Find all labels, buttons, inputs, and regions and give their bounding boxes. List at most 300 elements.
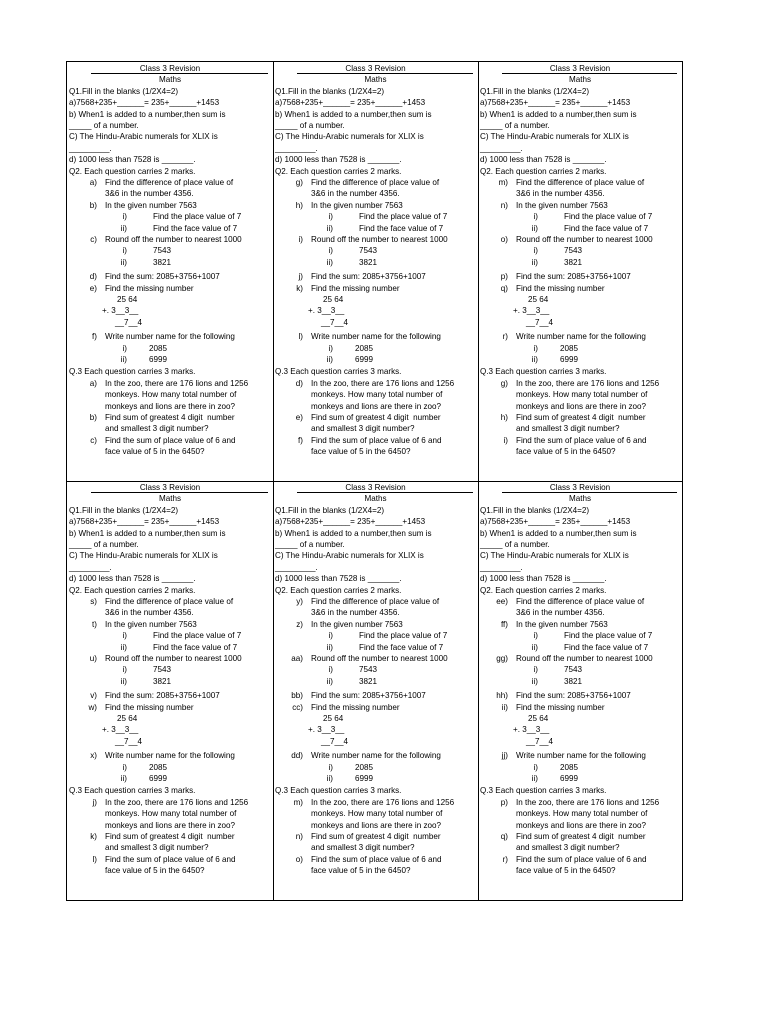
sub-item bbox=[67, 257, 273, 268]
item-label: x) bbox=[90, 751, 97, 761]
q2-item bbox=[273, 619, 478, 630]
question-line bbox=[478, 736, 682, 747]
item-label: g) bbox=[295, 178, 303, 187]
card-title: Class 3 Revision bbox=[139, 64, 201, 73]
sub-item-label: i) bbox=[328, 631, 333, 641]
question-line bbox=[478, 820, 682, 831]
item-label: v) bbox=[90, 691, 97, 701]
worksheet-sheet bbox=[66, 61, 683, 901]
item-text: Find the difference of place value of bbox=[311, 597, 440, 606]
item-label: s) bbox=[90, 597, 97, 606]
question-line bbox=[273, 539, 478, 550]
question-line bbox=[67, 516, 273, 527]
q2-item bbox=[273, 283, 478, 294]
question-text: +. 3__3__ bbox=[513, 725, 550, 735]
question-line bbox=[67, 366, 273, 377]
q2-item bbox=[67, 653, 273, 664]
sub-item-label: i) bbox=[122, 212, 127, 222]
item-label: y) bbox=[296, 597, 303, 606]
q2-item bbox=[478, 200, 682, 211]
sub-item-text: 3821 bbox=[153, 257, 172, 267]
sub-item-text: 3821 bbox=[153, 676, 172, 686]
sub-item-text: 2085 bbox=[355, 762, 374, 772]
sub-item-text: 7543 bbox=[564, 246, 583, 256]
question-text: C) The Hindu-Arabic numerals for XLIX is bbox=[69, 132, 218, 142]
q2-item bbox=[478, 690, 682, 701]
question-line bbox=[67, 842, 273, 853]
q2-item bbox=[478, 234, 682, 245]
sub-item bbox=[478, 223, 682, 234]
question-line bbox=[273, 550, 478, 561]
item-label: k) bbox=[296, 283, 303, 293]
sub-item bbox=[273, 257, 478, 268]
item-label: gg) bbox=[496, 654, 508, 663]
question-text: monkeys and lions are there in zoo? bbox=[311, 401, 442, 411]
question-text: Q2. Each question carries 2 marks. bbox=[69, 166, 196, 176]
question-line bbox=[478, 808, 682, 819]
item-text: Find the sum: 2085+3756+1007 bbox=[105, 691, 220, 701]
item-label: c) bbox=[90, 435, 97, 445]
question-text: monkeys and lions are there in zoo? bbox=[105, 820, 236, 830]
question-line bbox=[273, 109, 478, 120]
item-text: Round off the number to nearest 1000 bbox=[311, 654, 448, 663]
question-line bbox=[273, 607, 478, 618]
q2-item bbox=[67, 271, 273, 282]
item-label: c) bbox=[90, 235, 97, 244]
q2-item bbox=[478, 596, 682, 607]
question-line bbox=[273, 516, 478, 527]
question-line bbox=[273, 808, 478, 819]
question-text: b) When1 is added to a number,then sum is bbox=[69, 109, 226, 119]
card-title: Class 3 Revision bbox=[549, 64, 611, 73]
sub-item-text: Find the face value of 7 bbox=[564, 223, 649, 233]
item-text: Find the sum of place value of 6 and bbox=[105, 435, 236, 445]
sub-item-label: ii) bbox=[326, 642, 333, 652]
question-text: +. 3__3__ bbox=[308, 306, 345, 316]
sub-item-text: 6999 bbox=[149, 355, 168, 364]
sub-item-text: 6999 bbox=[355, 774, 374, 783]
question-line bbox=[273, 294, 478, 305]
q3-item bbox=[273, 435, 478, 446]
sub-item-text: 7543 bbox=[359, 246, 378, 256]
q3-item bbox=[273, 412, 478, 423]
question-line bbox=[67, 166, 273, 177]
sub-item bbox=[478, 642, 682, 653]
question-text: monkeys. How many total number of bbox=[105, 809, 237, 819]
q2-item bbox=[273, 653, 478, 664]
question-line bbox=[273, 820, 478, 831]
q2-item bbox=[67, 596, 273, 607]
sub-item-text: Find the face value of 7 bbox=[153, 223, 238, 233]
question-text: a)7568+235+______= 235+______+1453 bbox=[275, 98, 426, 108]
item-label: jj) bbox=[501, 751, 508, 761]
question-text: 3&6 in the number 4356. bbox=[311, 608, 400, 618]
item-label: aa) bbox=[291, 654, 303, 663]
question-line bbox=[273, 389, 478, 400]
q3-item bbox=[67, 412, 273, 423]
question-line bbox=[67, 820, 273, 831]
item-label: ff) bbox=[500, 619, 508, 629]
q2-item bbox=[273, 234, 478, 245]
question-text: face value of 5 in the 6450? bbox=[516, 447, 616, 457]
question-text: monkeys. How many total number of bbox=[311, 809, 443, 819]
question-line bbox=[478, 539, 682, 550]
question-line bbox=[273, 785, 478, 796]
question-text: a)7568+235+______= 235+______+1453 bbox=[480, 98, 631, 108]
question-line bbox=[273, 188, 478, 199]
q2-item bbox=[67, 690, 273, 701]
question-text: __7__4 bbox=[115, 736, 143, 746]
question-text: Q1.Fill in the blanks (1/2X4=2) bbox=[275, 86, 385, 96]
item-text: In the zoo, there are 176 lions and 1256 bbox=[516, 797, 660, 807]
sub-item-text: 2085 bbox=[355, 343, 374, 353]
item-text: In the zoo, there are 176 lions and 1256 bbox=[105, 378, 249, 388]
question-text: __7__4 bbox=[526, 317, 554, 327]
question-text: __7__4 bbox=[321, 736, 349, 746]
q2-item bbox=[478, 271, 682, 282]
revision-card bbox=[478, 481, 682, 901]
item-label: l) bbox=[298, 332, 303, 342]
item-text: Write number name for the following bbox=[516, 751, 646, 761]
q3-item bbox=[478, 435, 682, 446]
item-text: Find the sum of place value of 6 and bbox=[516, 435, 647, 445]
item-text: In the given number 7563 bbox=[105, 200, 197, 210]
sub-item-text: 6999 bbox=[560, 355, 579, 364]
question-text: 3&6 in the number 4356. bbox=[105, 608, 194, 618]
sum-rule-line bbox=[297, 73, 473, 74]
item-text: In the given number 7563 bbox=[311, 200, 403, 210]
sub-item-text: Find the face value of 7 bbox=[564, 642, 649, 652]
question-text: d) 1000 less than 7528 is _______. bbox=[275, 155, 402, 165]
sub-item bbox=[67, 773, 273, 784]
item-text: Find the missing number bbox=[311, 702, 400, 712]
question-line bbox=[273, 154, 478, 165]
q3-item bbox=[67, 854, 273, 865]
question-line bbox=[478, 785, 682, 796]
question-text: monkeys. How many total number of bbox=[311, 390, 443, 400]
sub-item-label: i) bbox=[122, 631, 127, 641]
question-line bbox=[67, 573, 273, 584]
question-text: Q2. Each question carries 2 marks. bbox=[480, 585, 607, 595]
q3-item bbox=[478, 831, 682, 842]
q2-item bbox=[273, 690, 478, 701]
question-line bbox=[478, 188, 682, 199]
sub-item-text: Find the face value of 7 bbox=[153, 642, 238, 652]
question-text: a)7568+235+______= 235+______+1453 bbox=[275, 517, 426, 527]
sub-item-label: i) bbox=[533, 212, 538, 222]
item-label: g) bbox=[500, 378, 508, 388]
item-text: Find the difference of place value of bbox=[516, 178, 645, 187]
sub-item-label: ii) bbox=[120, 676, 127, 686]
sub-item-label: ii) bbox=[531, 223, 538, 233]
question-line bbox=[273, 528, 478, 539]
item-label: p) bbox=[500, 797, 508, 807]
question-text: +. 3__3__ bbox=[102, 306, 139, 316]
item-label: e) bbox=[89, 283, 97, 293]
q2-item bbox=[478, 750, 682, 761]
question-text: Q.3 Each question carries 3 marks. bbox=[275, 367, 402, 377]
sub-item bbox=[67, 223, 273, 234]
item-text: In the zoo, there are 176 lions and 1256 bbox=[105, 797, 249, 807]
q2-item bbox=[67, 177, 273, 188]
question-line bbox=[67, 724, 273, 735]
sub-item-label: i) bbox=[328, 212, 333, 222]
q2-item bbox=[67, 200, 273, 211]
item-label: q) bbox=[500, 283, 508, 293]
revision-card bbox=[478, 62, 682, 481]
question-text: 3&6 in the number 4356. bbox=[311, 189, 400, 199]
question-line bbox=[67, 294, 273, 305]
question-line bbox=[478, 366, 682, 377]
question-line bbox=[478, 389, 682, 400]
item-label: b) bbox=[89, 200, 97, 210]
sub-item-label: ii) bbox=[531, 774, 538, 783]
sub-item-text: 6999 bbox=[560, 774, 579, 783]
item-text: Round off the number to nearest 1000 bbox=[516, 654, 653, 663]
item-text: Find the sum of place value of 6 and bbox=[105, 854, 236, 864]
question-line bbox=[478, 423, 682, 434]
item-label: b) bbox=[89, 413, 97, 422]
item-text: In the zoo, there are 176 lions and 1256 bbox=[311, 378, 455, 388]
sub-item-text: Find the place value of 7 bbox=[564, 212, 653, 222]
question-text: Q2. Each question carries 2 marks. bbox=[275, 166, 402, 176]
question-line bbox=[478, 131, 682, 142]
question-text: _____ of a number. bbox=[275, 540, 345, 549]
question-line bbox=[67, 785, 273, 796]
sub-item-text: Find the face value of 7 bbox=[359, 223, 444, 233]
item-text: Find the difference of place value of bbox=[311, 178, 440, 187]
item-text: Find the sum: 2085+3756+1007 bbox=[516, 691, 631, 701]
sub-item-text: 7543 bbox=[153, 246, 172, 256]
question-line bbox=[67, 528, 273, 539]
sub-item bbox=[67, 354, 273, 365]
q2-item bbox=[67, 702, 273, 713]
q3-item bbox=[67, 831, 273, 842]
question-line bbox=[67, 401, 273, 412]
question-line bbox=[67, 423, 273, 434]
question-text: face value of 5 in the 6450? bbox=[311, 447, 411, 457]
item-text: Find the missing number bbox=[105, 283, 194, 293]
q3-item bbox=[67, 797, 273, 808]
item-label: h) bbox=[295, 200, 303, 210]
item-label: h) bbox=[500, 413, 508, 422]
q3-item bbox=[273, 831, 478, 842]
question-line bbox=[67, 607, 273, 618]
sub-item bbox=[273, 762, 478, 773]
question-text: d) 1000 less than 7528 is _______. bbox=[69, 155, 196, 165]
question-text: d) 1000 less than 7528 is _______. bbox=[275, 574, 402, 584]
q2-item bbox=[67, 331, 273, 342]
question-text: _________. bbox=[275, 143, 318, 153]
question-text: and smallest 3 digit number? bbox=[516, 424, 620, 434]
question-line bbox=[273, 86, 478, 97]
question-text: b) When1 is added to a number,then sum is bbox=[275, 528, 432, 538]
sub-item-label: i) bbox=[328, 762, 333, 772]
sub-item-label: i) bbox=[328, 665, 333, 675]
sum-rule-line bbox=[297, 492, 473, 493]
item-label: m) bbox=[293, 797, 303, 807]
question-text: 25 64 bbox=[117, 714, 138, 723]
item-text: Find sum of greatest 4 digit number bbox=[105, 832, 235, 841]
item-text: Find sum of greatest 4 digit number bbox=[311, 832, 441, 841]
sub-item-text: 3821 bbox=[564, 676, 583, 686]
sub-item-text: 6999 bbox=[355, 355, 374, 364]
sub-item bbox=[478, 354, 682, 365]
sub-item-text: Find the place value of 7 bbox=[153, 631, 242, 641]
sub-item-text: 3821 bbox=[359, 257, 378, 267]
item-label: n) bbox=[295, 832, 303, 841]
q2-item bbox=[273, 177, 478, 188]
sub-item-label: i) bbox=[122, 665, 127, 675]
question-line bbox=[67, 86, 273, 97]
sub-item-label: i) bbox=[328, 343, 333, 353]
item-text: Find sum of greatest 4 digit number bbox=[516, 832, 646, 841]
sub-item-text: 3821 bbox=[359, 676, 378, 686]
sub-item bbox=[478, 257, 682, 268]
question-line bbox=[67, 317, 273, 328]
sub-item-label: i) bbox=[122, 343, 127, 353]
card-subject: Maths bbox=[568, 494, 592, 504]
item-text: Find the sum: 2085+3756+1007 bbox=[105, 272, 220, 282]
item-text: In the zoo, there are 176 lions and 1256 bbox=[311, 797, 455, 807]
q3-item bbox=[478, 378, 682, 389]
item-label: o) bbox=[295, 854, 303, 864]
question-line bbox=[478, 154, 682, 165]
card-title: Class 3 Revision bbox=[139, 483, 201, 492]
question-text: monkeys and lions are there in zoo? bbox=[516, 820, 647, 830]
sub-item bbox=[67, 630, 273, 641]
question-line bbox=[67, 713, 273, 724]
question-text: d) 1000 less than 7528 is _______. bbox=[480, 574, 607, 584]
sub-item bbox=[478, 664, 682, 675]
sub-item bbox=[273, 773, 478, 784]
question-text: 3&6 in the number 4356. bbox=[516, 189, 605, 199]
q3-item bbox=[67, 435, 273, 446]
question-line bbox=[478, 446, 682, 457]
question-line bbox=[478, 516, 682, 527]
sub-item-text: 7543 bbox=[359, 665, 378, 675]
question-text: +. 3__3__ bbox=[308, 725, 345, 735]
question-text: C) The Hindu-Arabic numerals for XLIX is bbox=[69, 551, 218, 561]
item-text: Write number name for the following bbox=[311, 751, 441, 761]
q3-item bbox=[273, 854, 478, 865]
question-text: _________. bbox=[69, 143, 112, 153]
sub-item bbox=[67, 642, 273, 653]
q3-item bbox=[67, 378, 273, 389]
q2-item bbox=[478, 177, 682, 188]
question-text: +. 3__3__ bbox=[513, 306, 550, 316]
question-text: C) The Hindu-Arabic numerals for XLIX is bbox=[480, 551, 629, 561]
q2-item bbox=[478, 331, 682, 342]
question-line bbox=[273, 317, 478, 328]
sub-item-label: ii) bbox=[120, 223, 127, 233]
sub-item-label: ii) bbox=[531, 355, 538, 364]
sub-item-label: ii) bbox=[326, 355, 333, 364]
question-text: Q2. Each question carries 2 marks. bbox=[480, 166, 607, 176]
question-text: and smallest 3 digit number? bbox=[516, 843, 620, 853]
question-line bbox=[273, 97, 478, 108]
item-label: n) bbox=[500, 200, 508, 210]
question-line bbox=[67, 736, 273, 747]
revision-card bbox=[273, 481, 478, 901]
question-text: Q1.Fill in the blanks (1/2X4=2) bbox=[69, 505, 179, 515]
question-line bbox=[67, 305, 273, 316]
item-label: cc) bbox=[292, 702, 303, 712]
sub-item-label: i) bbox=[533, 246, 538, 256]
question-text: and smallest 3 digit number? bbox=[105, 424, 209, 434]
sub-item-label: i) bbox=[122, 762, 127, 772]
item-text: In the given number 7563 bbox=[105, 619, 197, 629]
question-line bbox=[67, 446, 273, 457]
question-text: Q.3 Each question carries 3 marks. bbox=[69, 786, 196, 796]
sub-item bbox=[478, 630, 682, 641]
sub-item-label: ii) bbox=[531, 257, 538, 267]
question-line bbox=[478, 842, 682, 853]
item-text: Find the sum: 2085+3756+1007 bbox=[516, 272, 631, 282]
question-text: _____ of a number. bbox=[275, 121, 345, 130]
item-text: Round off the number to nearest 1000 bbox=[105, 235, 242, 244]
question-line bbox=[478, 86, 682, 97]
question-line bbox=[273, 401, 478, 412]
card-subject: Maths bbox=[364, 75, 387, 85]
revision-card bbox=[67, 62, 273, 481]
sub-item-label: i) bbox=[533, 762, 538, 772]
sub-item-text: 2085 bbox=[149, 343, 168, 353]
question-text: monkeys. How many total number of bbox=[516, 390, 648, 400]
item-text: Find the sum of place value of 6 and bbox=[311, 435, 442, 445]
sub-item bbox=[67, 245, 273, 256]
item-text: Find the difference of place value of bbox=[105, 178, 234, 187]
item-label: f) bbox=[298, 435, 303, 445]
item-label: l) bbox=[92, 854, 97, 864]
item-label: bb) bbox=[291, 691, 303, 701]
item-text: Find sum of greatest 4 digit number bbox=[516, 413, 646, 422]
question-text: a)7568+235+______= 235+______+1453 bbox=[480, 517, 631, 527]
question-line bbox=[273, 366, 478, 377]
question-text: C) The Hindu-Arabic numerals for XLIX is bbox=[275, 551, 424, 561]
sub-item-text: 7543 bbox=[153, 665, 172, 675]
sub-item bbox=[478, 343, 682, 354]
card-subject: Maths bbox=[158, 75, 182, 85]
question-line bbox=[478, 109, 682, 120]
sub-item-label: ii) bbox=[120, 257, 127, 267]
card-title: Class 3 Revision bbox=[549, 483, 611, 492]
item-text: Write number name for the following bbox=[516, 332, 646, 342]
question-text: b) When1 is added to a number,then sum is bbox=[480, 528, 637, 538]
item-text: Round off the number to nearest 1000 bbox=[311, 235, 448, 244]
item-text: In the given number 7563 bbox=[516, 200, 608, 210]
question-line bbox=[67, 143, 273, 154]
question-text: monkeys and lions are there in zoo? bbox=[311, 820, 442, 830]
item-label: o) bbox=[500, 235, 508, 244]
q3-item bbox=[273, 378, 478, 389]
question-line bbox=[478, 528, 682, 539]
q2-item bbox=[67, 234, 273, 245]
question-text: Q1.Fill in the blanks (1/2X4=2) bbox=[275, 505, 385, 515]
card-subject: Maths bbox=[158, 494, 182, 504]
question-line bbox=[273, 562, 478, 573]
question-text: Q1.Fill in the blanks (1/2X4=2) bbox=[69, 86, 179, 96]
question-line bbox=[67, 562, 273, 573]
item-text: In the given number 7563 bbox=[516, 619, 608, 629]
sub-item-label: i) bbox=[328, 246, 333, 256]
item-text: Find the missing number bbox=[516, 283, 605, 293]
question-line bbox=[273, 842, 478, 853]
question-line bbox=[478, 585, 682, 596]
question-text: _____ of a number. bbox=[69, 121, 139, 130]
q3-item bbox=[478, 412, 682, 423]
question-line bbox=[478, 166, 682, 177]
